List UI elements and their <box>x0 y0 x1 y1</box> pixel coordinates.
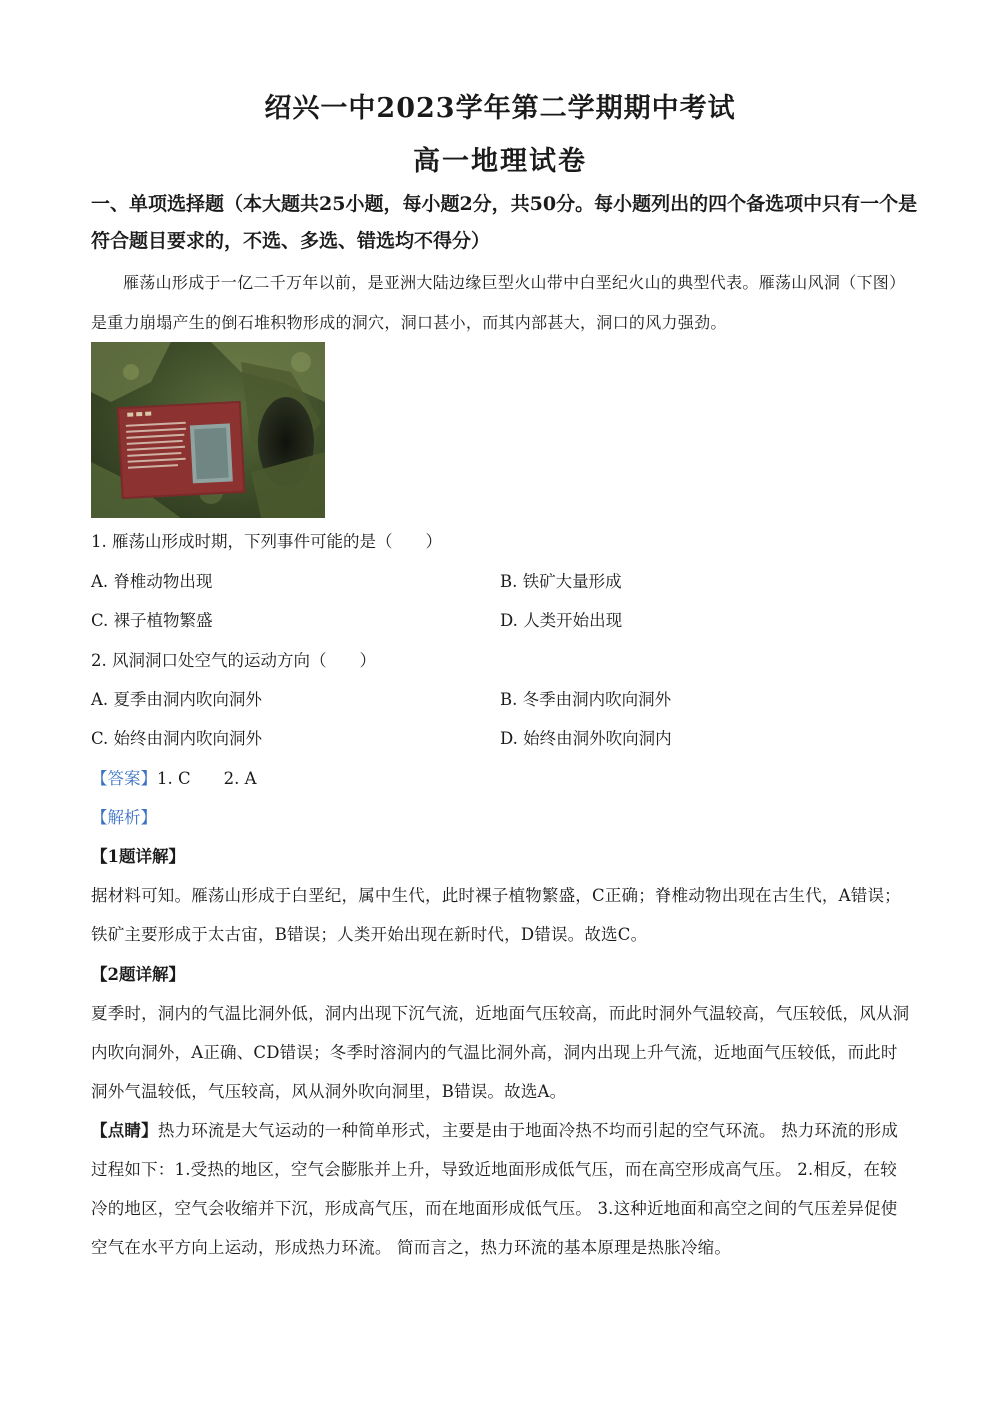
answer-line <box>91 768 257 790</box>
answer-label: 【答案】 <box>91 769 157 788</box>
tip-paragraph <box>91 1111 911 1267</box>
question-2-option-b: B. 冬季由洞内吹向洞外 <box>500 690 672 709</box>
question-2-option-a: A. 夏季由洞内吹向洞外 <box>91 690 262 709</box>
q2-detail-label: 【2题详解】 <box>91 965 185 984</box>
question-2-stem: 2. 风洞洞口处空气的运动方向（ ） <box>91 651 376 670</box>
question-1-option-b: B. 铁矿大量形成 <box>500 572 622 591</box>
exam-title: 绍兴一中2023学年第二学期期中考试 <box>264 93 736 124</box>
section-heading: 一、单项选择题（本大题共25小题，每小题2分，共50分。每小题列出的四个备选项中只有一个是符合题目要求的，不选、多选、错选均不得分） <box>91 193 918 252</box>
answer-text: 1. C 2. A <box>157 769 257 788</box>
q2-detail-text: 夏季时，洞内的气温比洞外低，洞内出现下沉气流，近地面气压较高，而此时洞外气温较高，气压较低，风从洞内吹向洞外，A正确、CD错误；冬季时溶洞内的气温比洞外高，洞内出现上升气流，近地面气压较低，而此时洞外气温较低，气压较高，风从洞外吹向洞里，B错误。故选A。 <box>91 1004 910 1101</box>
question-1-option-d: D. 人类开始出现 <box>500 611 623 630</box>
question-1-option-a: A. 脊椎动物出现 <box>91 572 213 591</box>
question-2-option-c: C. 始终由洞内吹向洞外 <box>91 729 263 748</box>
cave-photo <box>91 342 325 518</box>
tip-text: 热力环流是大气运动的一种简单形式，主要是由于地面冷热不均而引起的空气环流。 热力环流的形成过程如下：1.受热的地区，空气会膨胀并上升，导致近地面形成低气压，而在高空形成高气压。 2.相反，在较冷的地区，空气会收缩并下沉，形成高气压，而在地面形成低气压。 3.这种近地面和高空之间的气压差异促使空气在水平方向上运动，形成热力环流。 简而言之，热力环流的基本原理是热胀冷缩。 <box>91 1121 899 1257</box>
analysis-label: 【解析】 <box>91 808 157 827</box>
question-1-stem: 1. 雁荡山形成时期，下列事件可能的是（ ） <box>91 532 442 551</box>
q1-detail-label: 【1题详解】 <box>91 847 185 866</box>
tip-label: 【点睛】 <box>91 1121 158 1140</box>
question-1-option-c: C. 裸子植物繁盛 <box>91 611 213 630</box>
question-2-option-d: D. 始终由洞外吹向洞内 <box>500 729 672 748</box>
cave-photo-drawing <box>91 342 325 518</box>
q1-detail-text: 据材料可知。雁荡山形成于白垩纪，属中生代，此时裸子植物繁盛，C正确；脊椎动物出现在古生代，A错误；铁矿主要形成于太古宙，B错误；人类开始出现在新时代，D错误。故选C。 <box>91 886 901 944</box>
exam-subtitle: 高一地理试卷 <box>413 146 587 177</box>
material-paragraph: 雁荡山形成于一亿二千万年以前，是亚洲大陆边缘巨型火山带中白垩纪火山的典型代表。雁荡山风洞（下图）是重力崩塌产生的倒石堆积物形成的洞穴，洞口甚小，而其内部甚大，洞口的风力强劲。 <box>91 273 906 332</box>
